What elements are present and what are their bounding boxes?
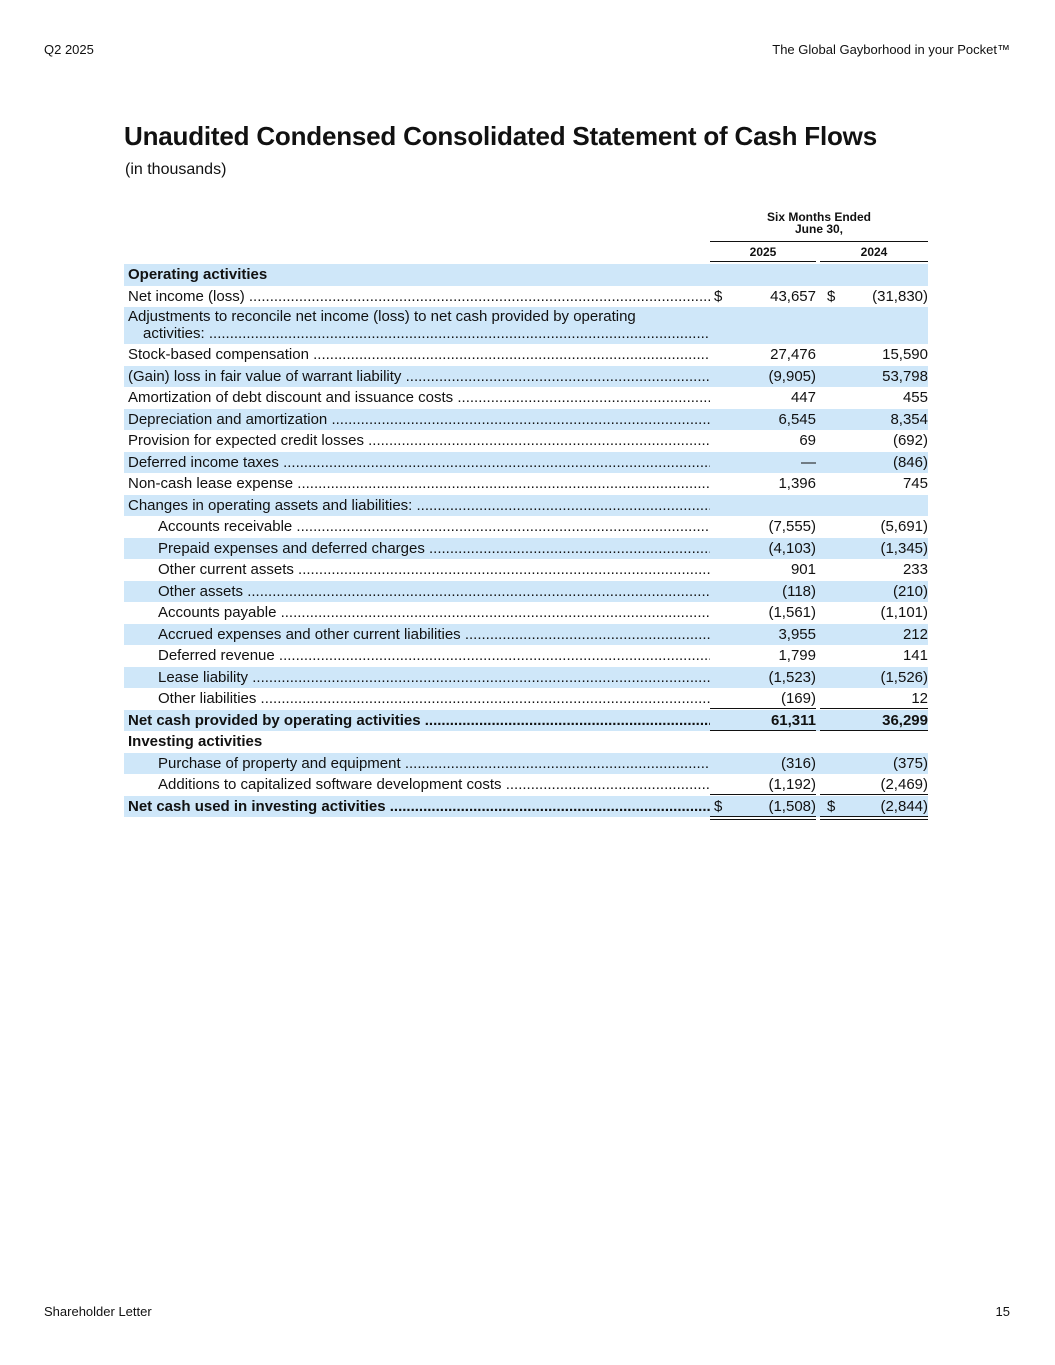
value-2025: (169) — [780, 690, 816, 707]
value-2025: 1,799 — [778, 647, 816, 664]
value-2024: 36,299 — [882, 711, 928, 729]
footer-label: Shareholder Letter — [44, 1304, 152, 1319]
value-2025: 1,396 — [778, 475, 816, 492]
row-label: Prepaid expenses and deferred charges ..... — [158, 538, 710, 560]
table-row — [124, 774, 928, 796]
value-2024: 12 — [911, 690, 928, 707]
period-rule — [710, 241, 928, 242]
row-label: Deferred income taxes ..... — [128, 452, 710, 474]
table-row — [124, 473, 928, 495]
row-label: Operating activities — [128, 266, 268, 283]
col-rule-2025 — [710, 261, 816, 262]
value-2024: 212 — [902, 625, 928, 643]
currency-symbol: $ — [827, 287, 836, 305]
currency-symbol: $ — [827, 797, 836, 815]
row-label: Stock-based compensation ..... — [128, 344, 710, 366]
row-label-cont: activities: ..... — [143, 325, 710, 342]
value-2025: (118) — [782, 582, 816, 600]
value-2024: 15,590 — [882, 346, 928, 363]
row-label: Accounts payable ..... — [158, 602, 710, 624]
period-line-2: June 30, — [794, 222, 844, 236]
value-2025: 3,955 — [778, 625, 816, 643]
value-2024: 141 — [902, 647, 928, 664]
table-row — [124, 495, 928, 517]
table-row — [124, 430, 928, 452]
row-label: Net cash used in investing activities ..... — [128, 796, 710, 818]
value-2024: (846) — [892, 453, 928, 471]
table-row — [124, 538, 928, 560]
page-title: Unaudited Condensed Consolidated Statement of Cash Flows — [124, 121, 877, 151]
row-label: Additions to capitalized software development costs ..... — [158, 774, 710, 796]
currency-symbol: $ — [714, 797, 723, 815]
section-investing — [124, 731, 928, 753]
table-row — [124, 753, 928, 775]
table-row-total-operating — [124, 710, 928, 732]
value-2025: (4,103) — [768, 539, 816, 557]
table-row — [124, 581, 928, 603]
col-header-2025: 2025 — [749, 245, 777, 259]
period-heading — [710, 211, 928, 235]
table-row-total-investing — [124, 796, 928, 818]
value-2024: (2,844) — [880, 797, 928, 815]
value-2025: (1,508) — [768, 797, 816, 815]
period-line-1: Six Months Ended — [766, 210, 871, 224]
value-2025: 6,545 — [778, 410, 816, 428]
value-2025: 447 — [790, 389, 816, 406]
table-row — [124, 688, 928, 710]
row-label: Net cash provided by operating activities ..... — [128, 710, 710, 732]
value-2025: 43,657 — [770, 287, 816, 305]
row-label: Other liabilities ..... — [158, 688, 710, 710]
value-2025: 901 — [790, 561, 816, 578]
value-2024: (1,345) — [880, 539, 928, 557]
table-row — [124, 366, 928, 388]
value-2024: (210) — [892, 582, 928, 600]
value-2025: — — [801, 453, 816, 471]
section-operating — [124, 264, 928, 286]
row-label: Lease liability ..... — [158, 667, 710, 689]
value-2024: 455 — [902, 389, 928, 406]
table-row — [124, 602, 928, 624]
col-header-2024: 2024 — [860, 245, 888, 259]
table-row — [124, 559, 928, 581]
value-2024: (31,830) — [872, 287, 928, 305]
table-row — [124, 452, 928, 474]
value-2025: (7,555) — [768, 518, 816, 535]
table-row — [124, 307, 928, 344]
cash-flow-table — [124, 208, 928, 817]
row-label: Net income (loss) ..... — [128, 286, 710, 308]
value-2025: (9,905) — [768, 367, 816, 385]
value-2024: (1,101) — [880, 604, 928, 621]
row-label: Changes in operating assets and liabilities: ..... — [128, 495, 710, 517]
row-label: Amortization of debt discount and issuance costs ..... — [128, 387, 710, 409]
table-row — [124, 409, 928, 431]
row-label: Deferred revenue ..... — [158, 645, 710, 667]
value-2025: (1,192) — [768, 776, 816, 793]
value-2024: (375) — [892, 754, 928, 772]
row-label: Non-cash lease expense ..... — [128, 473, 710, 495]
table-header — [124, 208, 928, 264]
double-rule-2024 — [820, 816, 928, 820]
col-rule-2024 — [820, 261, 928, 262]
table-row — [124, 624, 928, 646]
row-label: (Gain) loss in fair value of warrant liability ..... — [128, 366, 710, 388]
double-rule-2025 — [710, 816, 816, 820]
table-row — [124, 667, 928, 689]
row-label: Provision for expected credit losses ..... — [128, 430, 710, 452]
table-row — [124, 516, 928, 538]
header-tagline: The Global Gayborhood in your Pocket™ — [772, 42, 1010, 57]
value-2025: (316) — [780, 754, 816, 772]
value-2025: (1,523) — [768, 668, 816, 686]
value-2025: 69 — [799, 432, 816, 449]
row-label: Other current assets ..... — [158, 559, 710, 581]
value-2024: (1,526) — [880, 668, 928, 686]
row-label: Accounts receivable ..... — [158, 516, 710, 538]
page-number: 15 — [995, 1304, 1010, 1319]
table-row — [124, 645, 928, 667]
row-label: Accrued expenses and other current liabilities ..... — [158, 624, 710, 646]
value-2024: 53,798 — [882, 367, 928, 385]
value-2025: 61,311 — [770, 711, 816, 729]
currency-symbol: $ — [714, 287, 723, 305]
value-2024: 8,354 — [890, 410, 928, 428]
header-quarter: Q2 2025 — [44, 42, 94, 57]
row-label: Adjustments to reconcile net income (loss) to net cash provided by operating — [128, 308, 636, 325]
table-row — [124, 344, 928, 366]
value-2024: 745 — [902, 475, 928, 492]
row-label: Other assets ..... — [158, 581, 710, 603]
value-2025: (1,561) — [768, 604, 816, 621]
page-subtitle: (in thousands) — [125, 161, 227, 178]
row-label: Investing activities — [128, 733, 263, 750]
table-row — [124, 286, 928, 308]
value-2025: 27,476 — [770, 346, 816, 363]
value-2024: (692) — [892, 432, 928, 449]
row-label: Depreciation and amortization ..... — [128, 409, 710, 431]
row-label: Purchase of property and equipment ..... — [158, 753, 710, 775]
value-2024: (5,691) — [880, 518, 928, 535]
value-2024: (2,469) — [880, 776, 928, 793]
table-row — [124, 387, 928, 409]
value-2024: 233 — [902, 561, 928, 578]
